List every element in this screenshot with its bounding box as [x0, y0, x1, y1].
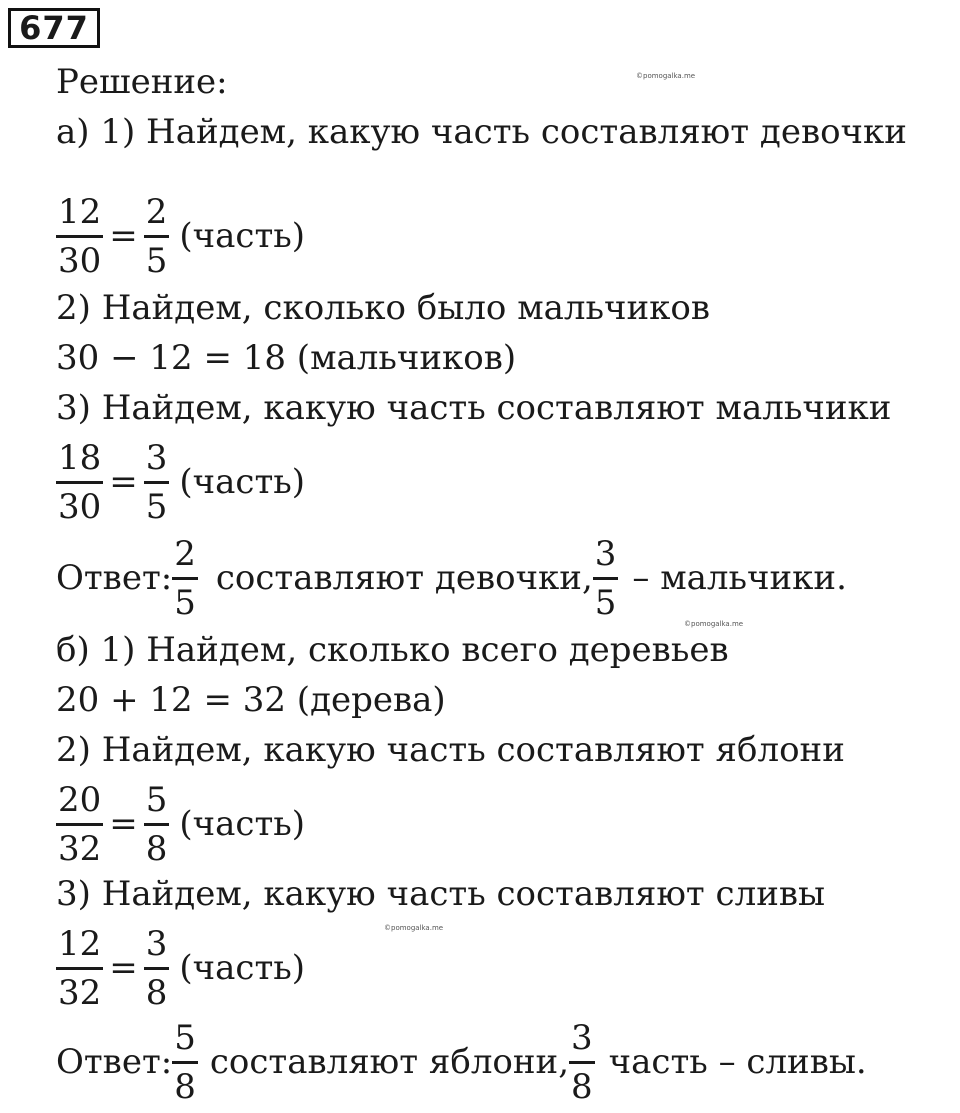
answer-label: Ответ:	[56, 558, 173, 598]
part-a-step-1: а) 1) Найдем, какую часть составляют девочки	[56, 112, 907, 152]
part-b-step-2: 2) Найдем, какую часть составляют яблони	[56, 730, 845, 770]
part-a-equation-1: $\frac{12}{30}$ = $\frac{2}{5}$ (часть)	[58, 191, 306, 281]
fraction: $\frac{3}{8}$	[145, 923, 168, 1013]
part-b-step-1: б) 1) Найдем, сколько всего деревьев	[56, 630, 729, 670]
part-a-step-2: 2) Найдем, сколько было мальчиков	[56, 288, 711, 328]
fraction: $\frac{20}{32}$	[58, 779, 102, 869]
part-b-equation-2: $\frac{20}{32}$ = $\frac{5}{8}$ (часть)	[58, 779, 306, 869]
unit-label: (часть)	[179, 216, 306, 256]
solution-heading: Решение:	[56, 62, 228, 102]
answer-text: составляют девочки,	[215, 558, 593, 598]
watermark: ©pomogalka.me	[636, 72, 696, 80]
watermark: ©pomogalka.me	[384, 924, 444, 932]
answer-text: часть – сливы.	[608, 1042, 867, 1082]
unit-label: (часть)	[179, 948, 306, 988]
answer-text: – мальчики.	[632, 558, 847, 598]
fraction: $\frac{2}{5}$	[174, 533, 196, 623]
answer-label: Ответ:	[56, 1042, 173, 1082]
fraction: $\frac{5}{8}$	[145, 779, 168, 869]
fraction: $\frac{12}{30}$	[58, 191, 102, 281]
task-number: 677	[8, 8, 100, 48]
part-a-answer	[56, 532, 847, 624]
watermark: ©pomogalka.me	[684, 620, 744, 628]
part-a-calc-2: 30 − 12 = 18 (мальчиков)	[56, 338, 517, 378]
fraction: $\frac{3}{8}$	[571, 1017, 593, 1107]
fraction: $\frac{5}{8}$	[174, 1017, 196, 1107]
fraction: $\frac{3}{5}$	[145, 437, 168, 527]
unit-label: (часть)	[179, 804, 306, 844]
part-a-step-3: 3) Найдем, какую часть составляют мальчики	[56, 388, 892, 428]
part-b-answer	[56, 1016, 867, 1108]
fraction: $\frac{12}{32}$	[58, 923, 102, 1013]
part-a-equation-3: $\frac{18}{30}$ = $\frac{3}{5}$ (часть)	[58, 437, 306, 527]
part-b-calc-1: 20 + 12 = 32 (дерева)	[56, 680, 446, 720]
fraction: $\frac{2}{5}$	[145, 191, 168, 281]
part-b-step-3: 3) Найдем, какую часть составляют сливы	[56, 874, 826, 914]
answer-text: составляют яблони,	[209, 1042, 570, 1082]
part-b-equation-3: $\frac{12}{32}$ = $\frac{3}{8}$ (часть)	[58, 923, 306, 1013]
fraction: $\frac{3}{5}$	[594, 533, 617, 623]
fraction: $\frac{18}{30}$	[58, 437, 102, 527]
unit-label: (часть)	[179, 462, 306, 502]
